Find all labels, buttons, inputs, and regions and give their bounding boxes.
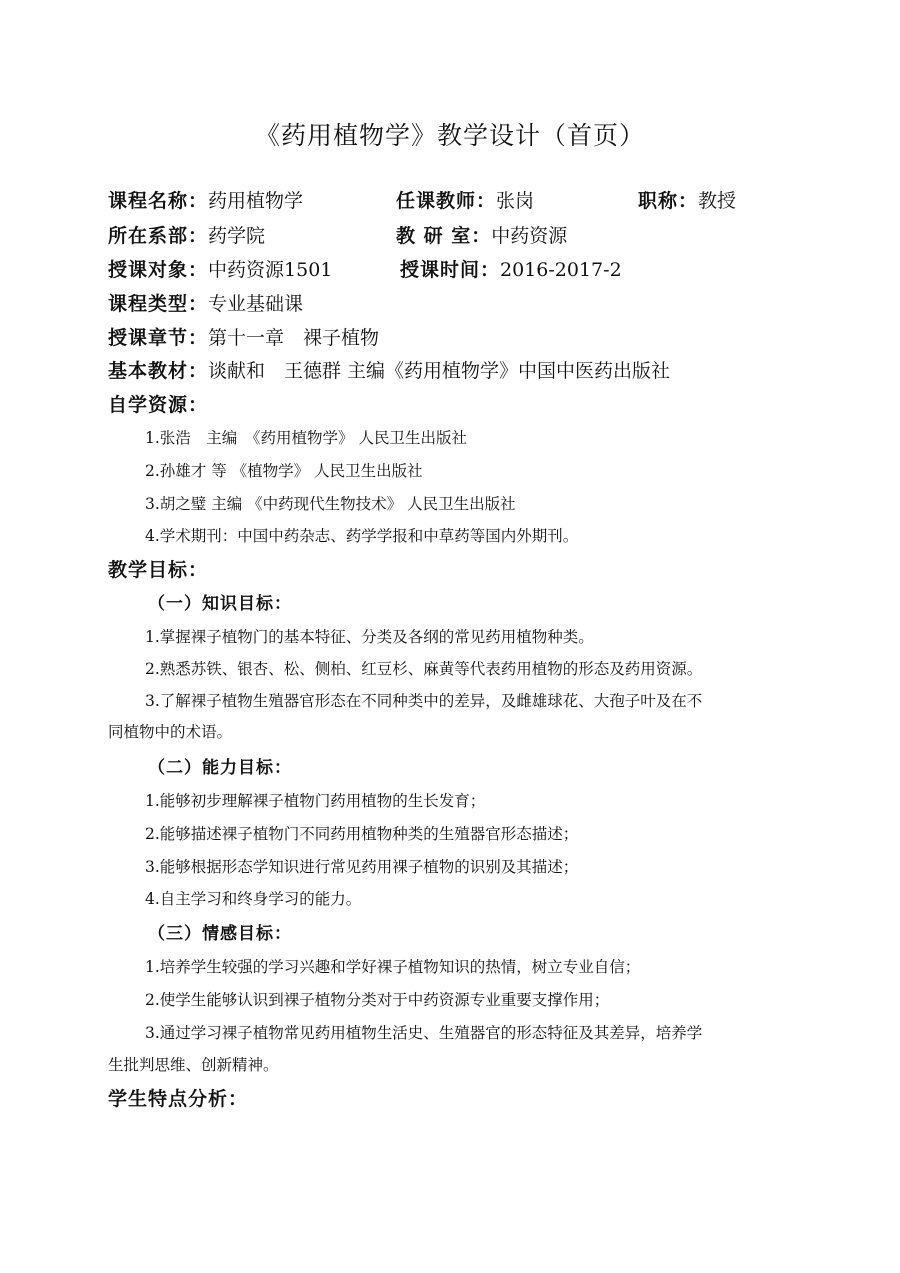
course-name-row — [108, 186, 303, 213]
resource-item: 1.张浩 主编 《药用植物学》 人民卫生出版社 — [145, 429, 467, 447]
course-type-label: 课程类型： — [108, 293, 209, 315]
office-label: 教 研 室： — [396, 225, 492, 247]
course-type-row — [108, 289, 303, 316]
target-label: 授课对象： — [108, 259, 209, 281]
department-row — [108, 221, 265, 248]
page-title: 《药用植物学》教学设计（首页） — [254, 121, 645, 150]
ability-goal-item: 4.自主学习和终身学习的能力。 — [145, 890, 362, 908]
teacher-row — [396, 186, 534, 213]
textbook-label: 基本教材： — [108, 360, 209, 382]
emotion-goal-item: 3.通过学习裸子植物常见药用植物生活史、生殖器官的形态特征及其差异，培养学 — [145, 1024, 703, 1042]
resource-item: 3.胡之璧 主编 《中药现代生物技术》 人民卫生出版社 — [145, 495, 516, 513]
chapter-row — [108, 323, 379, 350]
target-row — [108, 255, 332, 282]
resource-item: 2.孙雄才 等 《植物学》 人民卫生出版社 — [145, 462, 423, 480]
knowledge-goal-item: 2.熟悉苏铁、银杏、松、侧柏、红豆杉、麻黄等代表药用植物的形态及药用资源。 — [145, 660, 703, 678]
ability-goal-item: 2.能够描述裸子植物门不同药用植物种类的生殖器官形态描述； — [145, 825, 579, 843]
knowledge-goals-heading: （一）知识目标： — [148, 594, 292, 614]
emotion-goal-item-continued: 生批判思维、创新精神。 — [108, 1056, 279, 1074]
course-type-value: 专业基础课 — [208, 293, 304, 315]
time-row — [400, 255, 622, 282]
goals-heading: 教学目标： — [108, 559, 209, 581]
textbook-value: 谈献和 王德群 主编《药用植物学》中国中医药出版社 — [208, 360, 671, 382]
time-label: 授课时间： — [400, 259, 501, 281]
analysis-heading: 学生特点分析： — [108, 1088, 249, 1110]
rank-value: 教授 — [698, 190, 737, 212]
textbook-row — [108, 356, 670, 383]
knowledge-goal-item: 3.了解裸子植物生殖器官形态在不同种类中的差异，及雌雄球花、大孢子叶及在不 — [145, 692, 703, 710]
office-row — [396, 221, 567, 248]
ability-goal-item: 3.能够根据形态学知识进行常见药用裸子植物的识别及其描述； — [145, 858, 579, 876]
emotion-goals-heading: （三）情感目标： — [148, 924, 292, 944]
emotion-goal-item: 1.培养学生较强的学习兴趣和学好裸子植物知识的热情，树立专业自信； — [145, 958, 641, 976]
teacher-label: 任课教师： — [396, 190, 497, 212]
office-value: 中药资源 — [491, 225, 568, 247]
course-name-value: 药用植物学 — [208, 190, 304, 212]
rank-row — [638, 186, 736, 213]
teacher-value: 张岗 — [496, 190, 535, 212]
target-value: 中药资源1501 — [208, 259, 333, 281]
ability-goal-item: 1.能够初步理解裸子植物门药用植物的生长发育； — [145, 792, 486, 810]
ability-goals-heading: （二）能力目标： — [148, 758, 292, 778]
course-name-label: 课程名称： — [108, 190, 209, 212]
resources-heading: 自学资源： — [108, 394, 209, 416]
emotion-goal-item: 2.使学生能够认识到裸子植物分类对于中药资源专业重要支撑作用； — [145, 991, 610, 1009]
knowledge-goal-item: 1.掌握裸子植物门的基本特征、分类及各纲的常见药用植物种类。 — [145, 628, 594, 646]
chapter-label: 授课章节： — [108, 327, 209, 349]
department-label: 所在系部： — [108, 225, 209, 247]
chapter-value: 第十一章 裸子植物 — [208, 327, 380, 349]
resource-item: 4.学术期刊：中国中药杂志、药学学报和中草药等国内外期刊。 — [145, 527, 579, 545]
department-value: 药学院 — [208, 225, 266, 247]
rank-label: 职称： — [638, 190, 699, 212]
knowledge-goal-item-continued: 同植物中的术语。 — [108, 723, 233, 741]
time-value: 2016-2017-2 — [500, 259, 622, 281]
